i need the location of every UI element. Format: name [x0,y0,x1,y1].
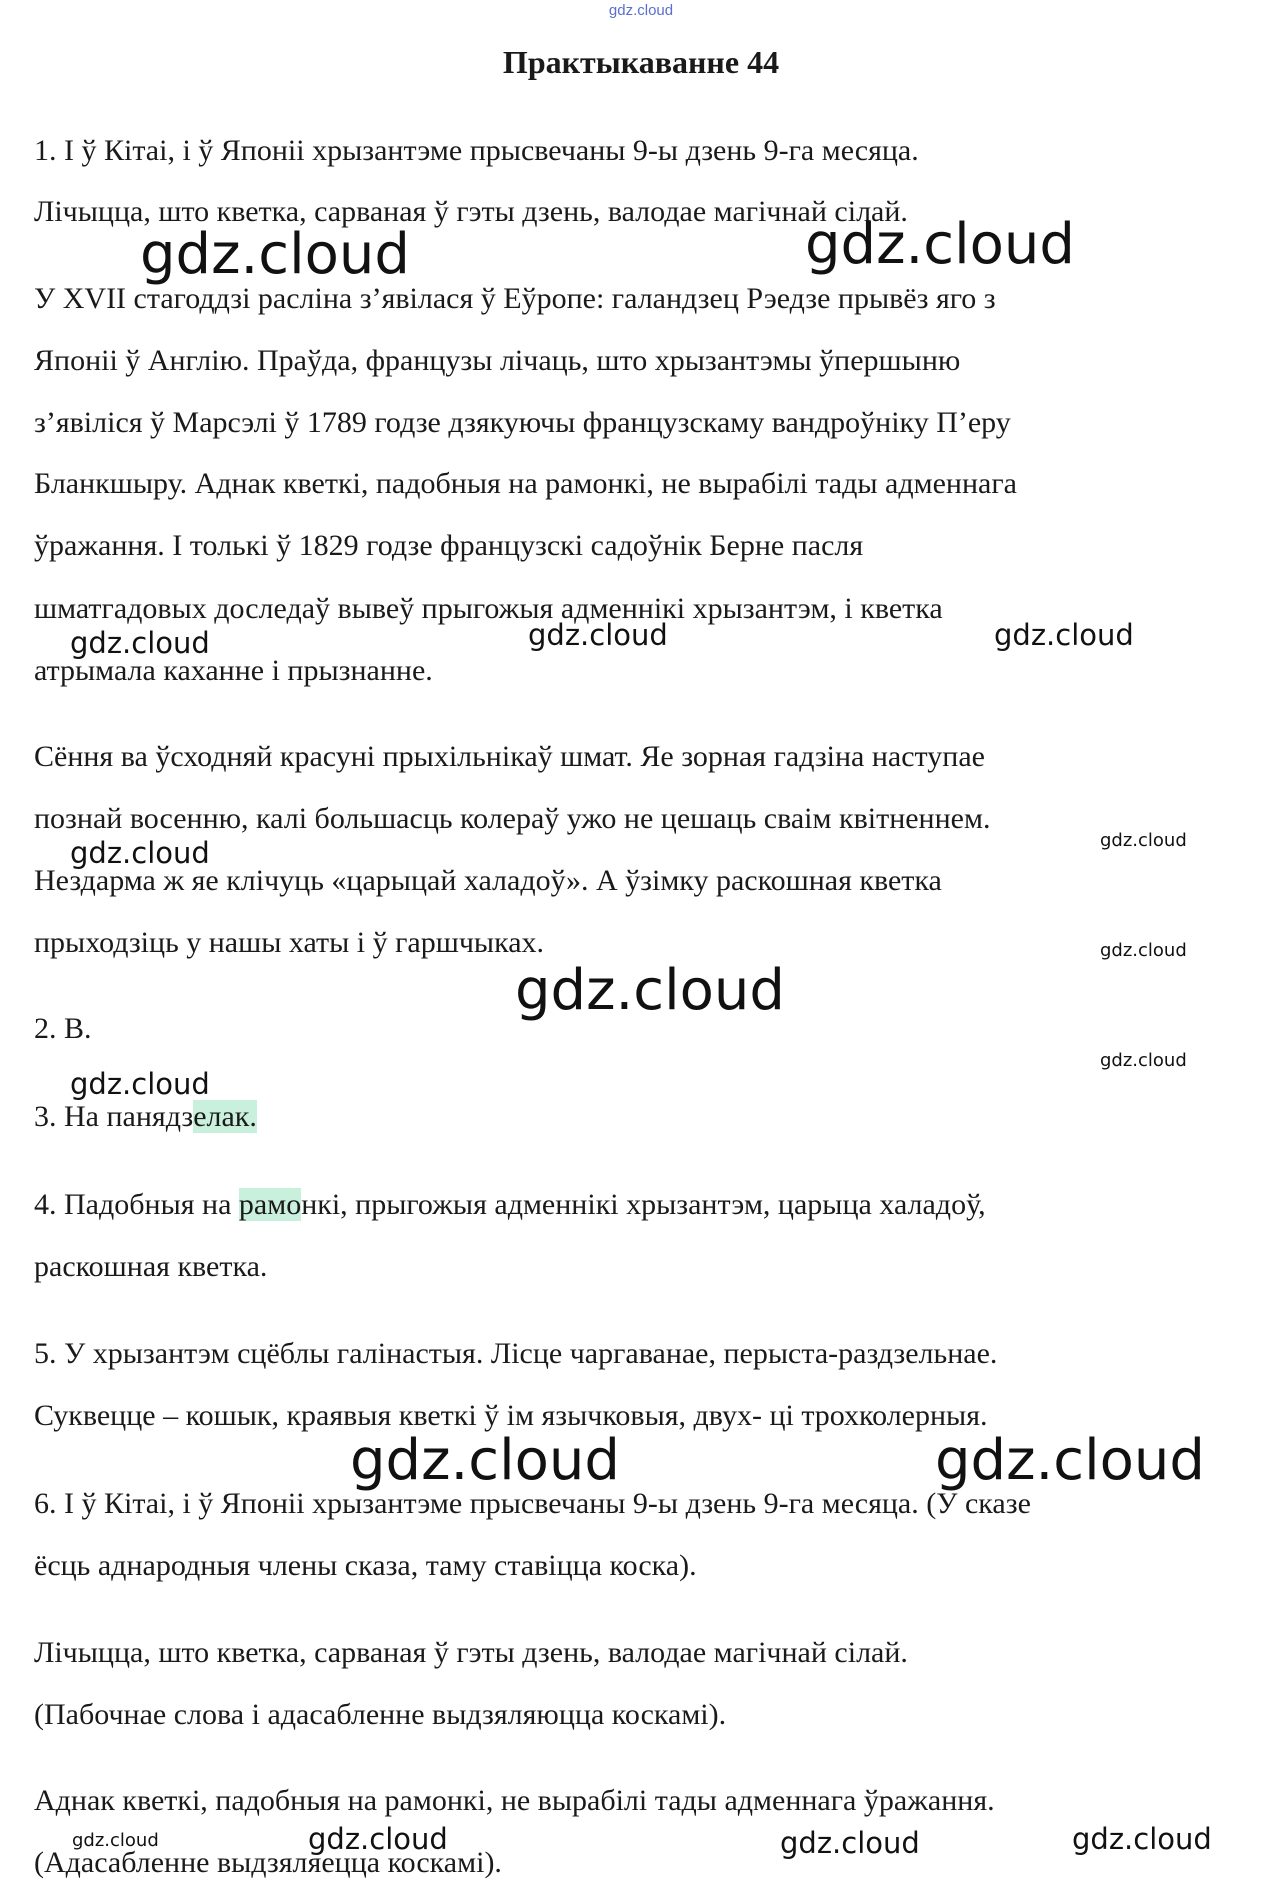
watermark: gdz.cloud [350,1428,620,1493]
answer-3-text: 3. На панядз [34,1100,194,1133]
highlight: елак. [193,1100,257,1133]
text-line: прыходзіць у нашы хаты і ў гаршчыках. [34,926,545,959]
text-line: познай восенню, калі большасць колераў ужо не цешаць сваім квітненнем. [34,802,991,835]
text-line: 5. У хрызантэм сцёблы галінастыя. Лісце чаргаванае, перыста-раздзельнае. [34,1337,998,1370]
watermark: gdz.cloud [1072,1822,1212,1856]
watermark: gdz.cloud [805,212,1075,277]
watermark: gdz.cloud [1100,1050,1187,1071]
answer-2: 2. В. [34,1012,92,1045]
watermark: gdz.cloud [528,618,668,652]
text-line: з’явіліся ў Марсэлі ў 1789 годзе дзякуючы французскаму вандроўніку П’еру [34,406,1011,439]
text-line: ёсць аднародныя члены сказа, таму ставіцца коска). [34,1549,697,1582]
text-line: Японіі ў Англію. Праўда, французы лічаць, што хрызантэмы ўпершыню [34,344,961,377]
text-line: Нездарма ж яе клічуць «царыцай халадоў». А ўзімку раскошная кветка [34,864,942,897]
text-line: Лічыцца, што кветка, сарваная ў гэты дзень, валодае магічнай сілай. [34,1636,908,1669]
watermark: gdz.cloud [1100,940,1187,961]
text-line: Сёння ва ўсходняй красуні прыхільнікаў шмат. Яе зорная гадзіна наступае [34,740,985,773]
watermark: gdz.cloud [1100,830,1187,851]
answer-4-text: 4. Падобныя на [34,1188,239,1221]
page-title: Практыкаванне 44 [502,44,780,80]
watermark: gdz.cloud [140,222,410,287]
watermark: gdz.cloud [935,1428,1205,1493]
text-line: 1. І ў Кітаі, і ў Японіі хрызантэме прысвечаны 9-ы дзень 9-га месяца. [34,134,919,167]
text-line: шматгадовых доследаў вывеў прыгожыя адменнікі хрызантэм, і кветка [34,592,943,625]
watermark: gdz.cloud [70,1067,210,1101]
text-line: Бланкшыру. Аднак кветкі, падобныя на рамонкі, не вырабілі тады адменнага [34,467,1017,500]
answer-4 [34,1174,1254,1236]
watermark: gdz.cloud [994,618,1134,652]
answer-3 [34,1086,1254,1148]
text-line: ўражання. І толькі ў 1829 годзе французскі садоўнік Берне пасля [34,529,864,562]
text-line: (Пабочнае слова і адасабленне выдзяляюцца коскамі). [34,1698,727,1731]
watermark: gdz.cloud [70,626,210,660]
text-line: Лічыцца, што кветка, сарваная ў гэты дзень, валодае магічнай сілай. [34,195,908,228]
site-mark: gdz.cloud [608,2,674,19]
watermark: gdz.cloud [308,1822,448,1856]
text-line: атрымала каханне і прызнанне. [34,654,433,687]
text-line: У XVII стагоддзі расліна з’явілася ў Еўропе: галандзец Рэедзе прывёз яго з [34,282,996,315]
highlight: рамо [238,1188,302,1221]
text-line: раскошная кветка. [34,1250,268,1283]
text-line: Аднак кветкі, падобныя на рамонкі, не вырабілі тады адменнага ўражання. [34,1784,995,1817]
text-line: 6. І ў Кітаі, і ў Японіі хрызантэме прысвечаны 9-ы дзень 9-га месяца. (У сказе [34,1487,1031,1520]
watermark: gdz.cloud [70,836,210,870]
watermark: gdz.cloud [780,1826,920,1860]
text-line: (Адасабленне выдзяляецца коскамі). [34,1846,502,1879]
watermark: gdz.cloud [515,958,785,1023]
watermark: gdz.cloud [72,1830,159,1851]
answer-4-text: нкі, прыгожыя адменнікі хрызантэм, царыца халадоў, [301,1188,986,1221]
text-line: Суквецце – кошык, краявыя кветкі ў ім язычковыя, двух- ці трохколерныя. [34,1399,988,1432]
